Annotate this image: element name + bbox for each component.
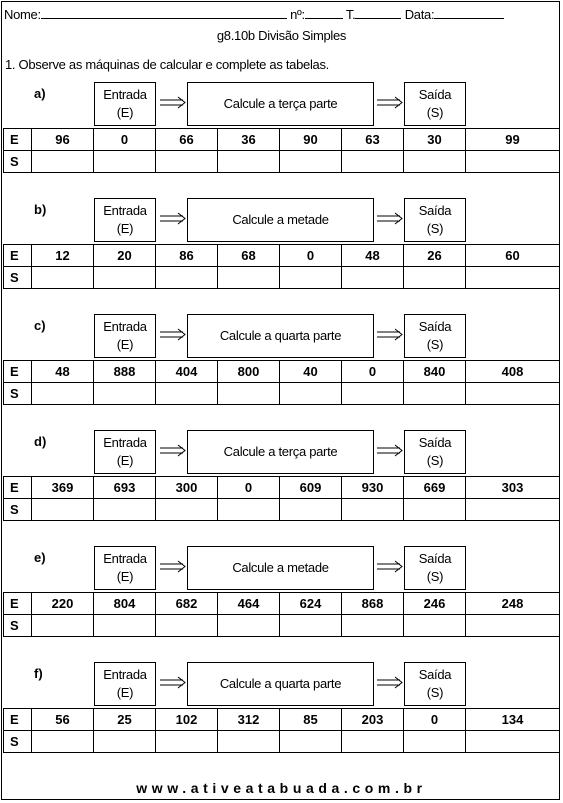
output-cell[interactable] [280, 615, 342, 637]
output-cell[interactable] [32, 615, 94, 637]
input-cell: 90 [280, 129, 342, 151]
operation-box: Calcule a quarta parte [187, 314, 374, 358]
output-cell[interactable] [404, 267, 466, 289]
operation-box: Calcule a terça parte [187, 82, 374, 126]
footer-url: www.ativeatabuada.com.br [136, 780, 427, 796]
output-cell[interactable] [466, 615, 560, 637]
input-cell: 369 [32, 477, 94, 499]
exercise-block [3, 662, 559, 772]
io-table [3, 360, 560, 405]
input-cell: 800 [218, 361, 280, 383]
output-row [4, 383, 560, 405]
output-cell[interactable] [280, 499, 342, 521]
input-cell: 86 [156, 245, 218, 267]
arrow-right-icon [159, 676, 187, 690]
input-box [94, 82, 156, 126]
input-label: Entrada [103, 551, 147, 566]
exercise-letter: b) [34, 202, 47, 217]
input-row-label: E [4, 361, 32, 383]
output-label: Saída [418, 87, 452, 102]
exercise-block [3, 430, 559, 540]
arrow-right-icon [159, 328, 187, 342]
output-cell[interactable] [404, 151, 466, 173]
input-symbol: (E) [116, 685, 134, 700]
input-row [4, 477, 560, 499]
input-cell: 30 [404, 129, 466, 151]
input-cell: 26 [404, 245, 466, 267]
output-cell[interactable] [32, 383, 94, 405]
output-cell[interactable] [342, 731, 404, 753]
output-symbol: (S) [426, 105, 444, 120]
output-cell[interactable] [156, 731, 218, 753]
input-cell: 624 [280, 593, 342, 615]
output-box [404, 82, 466, 126]
input-cell: 930 [342, 477, 404, 499]
exercise-letter: a) [34, 86, 46, 101]
output-row-label: S [4, 731, 32, 753]
input-cell: 0 [280, 245, 342, 267]
arrow-right-icon [376, 328, 404, 342]
output-row [4, 731, 560, 753]
output-cell[interactable] [156, 151, 218, 173]
input-label: Entrada [103, 319, 147, 334]
input-row-label: E [4, 593, 32, 615]
input-row [4, 709, 560, 731]
io-table [3, 244, 560, 289]
output-cell[interactable] [466, 151, 560, 173]
arrow-right-icon [159, 560, 187, 574]
output-cell[interactable] [156, 383, 218, 405]
input-row-label: E [4, 477, 32, 499]
operation-box: Calcule a terça parte [187, 430, 374, 474]
arrow-right-icon [376, 444, 404, 458]
output-label: Saída [418, 203, 452, 218]
output-label: Saída [418, 667, 452, 682]
input-cell: 0 [94, 129, 156, 151]
input-cell: 464 [218, 593, 280, 615]
output-cell[interactable] [404, 499, 466, 521]
exercise-letter: c) [34, 318, 46, 333]
input-box [94, 430, 156, 474]
output-cell[interactable] [280, 731, 342, 753]
input-cell: 303 [466, 477, 560, 499]
input-cell: 248 [466, 593, 560, 615]
output-cell[interactable] [218, 267, 280, 289]
exercise-block [3, 198, 559, 308]
input-label: Entrada [103, 203, 147, 218]
exercise-block [3, 82, 559, 192]
output-cell[interactable] [94, 151, 156, 173]
input-cell: 404 [156, 361, 218, 383]
input-label: Entrada [103, 87, 147, 102]
output-cell[interactable] [218, 151, 280, 173]
output-cell[interactable] [280, 267, 342, 289]
output-cell[interactable] [156, 615, 218, 637]
input-cell: 0 [218, 477, 280, 499]
input-cell: 99 [466, 129, 560, 151]
exercise-letter: e) [34, 550, 46, 565]
output-cell[interactable] [94, 383, 156, 405]
input-cell: 868 [342, 593, 404, 615]
input-cell: 693 [94, 477, 156, 499]
output-row-label: S [4, 615, 32, 637]
input-symbol: (E) [116, 221, 134, 236]
input-cell: 408 [466, 361, 560, 383]
input-cell: 56 [32, 709, 94, 731]
input-label: Entrada [103, 667, 147, 682]
input-row-label: E [4, 709, 32, 731]
input-cell: 48 [342, 245, 404, 267]
output-row [4, 151, 560, 173]
operation-box: Calcule a metade [187, 546, 374, 590]
output-label: Saída [418, 435, 452, 450]
output-symbol: (S) [426, 453, 444, 468]
output-box [404, 430, 466, 474]
output-label: Saída [418, 319, 452, 334]
date-field[interactable] [434, 6, 504, 19]
input-box [94, 662, 156, 706]
io-table [3, 708, 560, 753]
name-field[interactable] [41, 6, 287, 19]
arrow-right-icon [159, 212, 187, 226]
input-row [4, 245, 560, 267]
input-cell: 102 [156, 709, 218, 731]
input-row [4, 593, 560, 615]
exercise-block [3, 314, 559, 424]
input-row-label: E [4, 245, 32, 267]
number-label: nº: [290, 7, 305, 22]
output-cell[interactable] [342, 615, 404, 637]
output-cell[interactable] [94, 267, 156, 289]
output-label: Saída [418, 551, 452, 566]
input-cell: 203 [342, 709, 404, 731]
output-row-label: S [4, 499, 32, 521]
output-cell[interactable] [156, 499, 218, 521]
arrow-right-icon [376, 560, 404, 574]
output-cell[interactable] [32, 267, 94, 289]
number-field[interactable] [305, 6, 343, 19]
output-row [4, 615, 560, 637]
input-cell: 20 [94, 245, 156, 267]
io-table [3, 128, 560, 173]
output-row-label: S [4, 151, 32, 173]
operation-box: Calcule a quarta parte [187, 662, 374, 706]
input-cell: 12 [32, 245, 94, 267]
input-cell: 0 [342, 361, 404, 383]
input-cell: 888 [94, 361, 156, 383]
input-cell: 669 [404, 477, 466, 499]
input-cell: 0 [404, 709, 466, 731]
output-cell[interactable] [32, 499, 94, 521]
output-symbol: (S) [426, 569, 444, 584]
input-row-label: E [4, 129, 32, 151]
output-cell[interactable] [280, 151, 342, 173]
output-cell[interactable] [404, 731, 466, 753]
output-cell[interactable] [342, 151, 404, 173]
output-box [404, 198, 466, 242]
date-label: Data: [404, 7, 435, 22]
input-cell: 48 [32, 361, 94, 383]
arrow-right-icon [159, 444, 187, 458]
output-symbol: (S) [426, 337, 444, 352]
output-cell[interactable] [280, 383, 342, 405]
output-cell[interactable] [404, 383, 466, 405]
output-cell[interactable] [466, 731, 560, 753]
output-cell[interactable] [342, 499, 404, 521]
input-row [4, 129, 560, 151]
name-label: Nome: [4, 7, 41, 22]
input-cell: 246 [404, 593, 466, 615]
output-box [404, 546, 466, 590]
input-label: Entrada [103, 435, 147, 450]
output-row-label: S [4, 383, 32, 405]
output-cell[interactable] [156, 267, 218, 289]
input-symbol: (E) [116, 337, 134, 352]
arrow-right-icon [159, 96, 187, 110]
output-box [404, 662, 466, 706]
exercise-letter: d) [34, 434, 47, 449]
output-cell[interactable] [218, 731, 280, 753]
output-cell[interactable] [32, 731, 94, 753]
output-cell[interactable] [32, 151, 94, 173]
output-row [4, 499, 560, 521]
input-cell: 804 [94, 593, 156, 615]
input-cell: 609 [280, 477, 342, 499]
output-cell[interactable] [94, 499, 156, 521]
class-label: T. [345, 7, 356, 22]
class-field[interactable] [355, 6, 401, 19]
input-cell: 60 [466, 245, 560, 267]
input-symbol: (E) [116, 569, 134, 584]
student-header [4, 6, 504, 22]
input-symbol: (E) [116, 105, 134, 120]
input-cell: 96 [32, 129, 94, 151]
input-cell: 682 [156, 593, 218, 615]
input-cell: 134 [466, 709, 560, 731]
output-cell[interactable] [466, 499, 560, 521]
arrow-right-icon [376, 212, 404, 226]
input-cell: 68 [218, 245, 280, 267]
input-row [4, 361, 560, 383]
input-cell: 85 [280, 709, 342, 731]
arrow-right-icon [376, 96, 404, 110]
output-cell[interactable] [342, 383, 404, 405]
input-cell: 25 [94, 709, 156, 731]
instruction-text: 1. Observe as máquinas de calcular e complete as tabelas. [5, 57, 329, 72]
input-cell: 300 [156, 477, 218, 499]
output-cell[interactable] [218, 499, 280, 521]
output-cell[interactable] [94, 615, 156, 637]
io-table [3, 476, 560, 521]
output-row [4, 267, 560, 289]
input-cell: 66 [156, 129, 218, 151]
output-cell[interactable] [342, 267, 404, 289]
worksheet-title: g8.10b Divisão Simples [216, 28, 347, 43]
exercise-block [3, 546, 559, 656]
output-cell[interactable] [404, 615, 466, 637]
input-box [94, 198, 156, 242]
output-cell[interactable] [466, 267, 560, 289]
operation-box: Calcule a metade [187, 198, 374, 242]
output-box [404, 314, 466, 358]
output-cell[interactable] [218, 383, 280, 405]
input-box [94, 314, 156, 358]
input-box [94, 546, 156, 590]
input-cell: 220 [32, 593, 94, 615]
input-cell: 36 [218, 129, 280, 151]
arrow-right-icon [376, 676, 404, 690]
output-cell[interactable] [218, 615, 280, 637]
output-symbol: (S) [426, 221, 444, 236]
output-symbol: (S) [426, 685, 444, 700]
input-cell: 63 [342, 129, 404, 151]
input-symbol: (E) [116, 453, 134, 468]
exercise-letter: f) [34, 666, 43, 681]
output-cell[interactable] [466, 383, 560, 405]
output-cell[interactable] [94, 731, 156, 753]
input-cell: 312 [218, 709, 280, 731]
io-table [3, 592, 560, 637]
input-cell: 40 [280, 361, 342, 383]
input-cell: 840 [404, 361, 466, 383]
output-row-label: S [4, 267, 32, 289]
